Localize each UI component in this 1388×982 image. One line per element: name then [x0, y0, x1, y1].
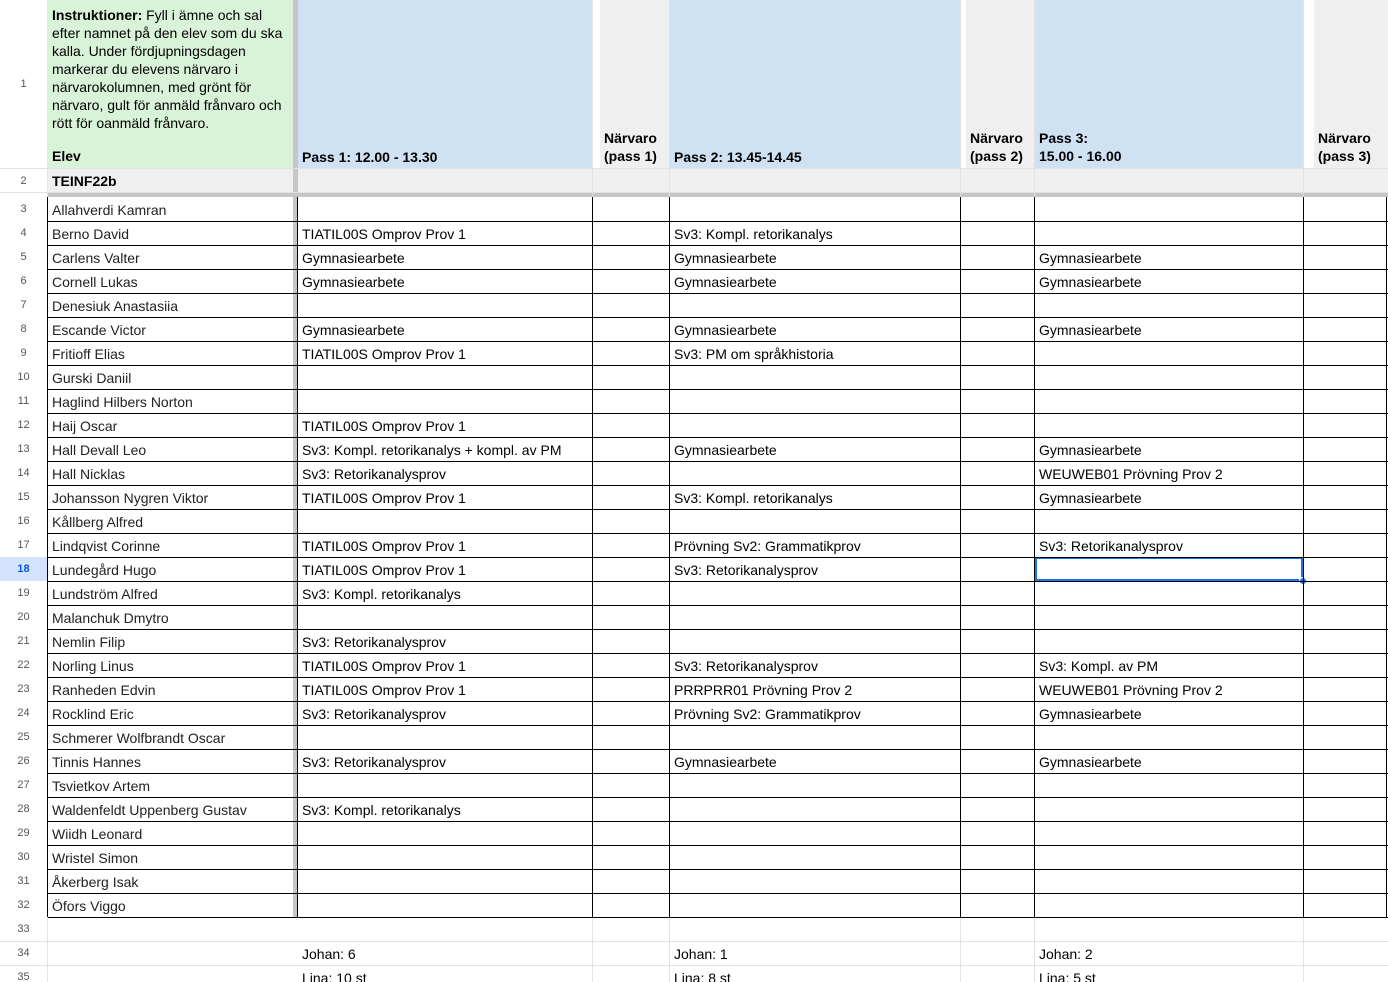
row-number[interactable]: 13	[17, 443, 30, 455]
summary-pass3-cell[interactable]: Lina: 5 st	[1039, 970, 1096, 982]
header-pass3-line2: 15.00 - 16.00	[1039, 148, 1122, 164]
pass2-cell[interactable]	[670, 197, 960, 221]
summary-pass1-cell[interactable]: Johan: 6	[302, 946, 356, 962]
row-number[interactable]: 30	[17, 851, 30, 863]
pass2-cell[interactable]: Gymnasiearbete	[674, 754, 777, 770]
pass1-cell[interactable]	[298, 725, 592, 749]
pass1-cell[interactable]: TIATIL00S Omprov Prov 1	[302, 418, 466, 434]
pass2-cell[interactable]	[670, 605, 960, 629]
pass2-cell[interactable]: Gymnasiearbete	[674, 322, 777, 338]
grid-row-line	[0, 192, 1388, 193]
pass3-cell[interactable]: WEUWEB01 Prövning Prov 2	[1039, 682, 1223, 698]
pass3-cell[interactable]	[1035, 581, 1303, 605]
header-narvaro2[interactable]	[966, 0, 1035, 168]
pass1-cell[interactable]: TIATIL00S Omprov Prov 1	[302, 562, 466, 578]
student-name-cell[interactable]: Hall Nicklas	[52, 466, 126, 482]
table-border-line	[1303, 197, 1304, 917]
pass1-cell[interactable]	[298, 821, 592, 845]
pass1-cell[interactable]	[298, 509, 592, 533]
column-header-elev: Elev	[52, 148, 81, 164]
pass3-cell[interactable]: Gymnasiearbete	[1039, 274, 1142, 290]
pass1-cell[interactable]	[298, 845, 592, 869]
pass3-cell[interactable]: Sv3: Kompl. av PM	[1039, 658, 1159, 674]
student-name-cell[interactable]: Hall Devall Leo	[52, 442, 147, 458]
header-pass3-line1: Pass 3:	[1039, 130, 1089, 146]
pass2-cell[interactable]	[670, 629, 960, 653]
pass3-cell[interactable]	[1035, 365, 1303, 389]
header-pass2[interactable]	[670, 0, 960, 168]
student-name-cell[interactable]: Waldenfeldt Uppenberg Gustav	[52, 802, 247, 818]
header-narvaro1[interactable]	[600, 0, 670, 168]
student-name-cell[interactable]: Gurski Daniil	[52, 370, 132, 386]
pass1-cell[interactable]: Gymnasiearbete	[302, 322, 405, 338]
pass1-cell[interactable]: TIATIL00S Omprov Prov 1	[302, 682, 466, 698]
student-name-cell[interactable]: Wiidh Leonard	[52, 826, 143, 842]
student-name-cell[interactable]: Haij Oscar	[52, 418, 118, 434]
pass2-cell[interactable]	[670, 461, 960, 485]
pass1-cell[interactable]	[298, 605, 592, 629]
student-name-cell[interactable]: Denesiuk Anastasiia	[52, 298, 179, 314]
row-number[interactable]: 11	[17, 395, 30, 407]
pass3-cell[interactable]	[1035, 389, 1303, 413]
pass2-cell[interactable]	[670, 797, 960, 821]
row-number[interactable]: 29	[17, 827, 30, 839]
student-name-cell[interactable]: Nemlin Filip	[52, 634, 126, 650]
header-narvaro3[interactable]	[1314, 0, 1388, 168]
pass2-cell[interactable]: Gymnasiearbete	[674, 442, 777, 458]
instructions-body: Fyll i ämne och sal efter namnet på den elev som du ska kalla. Under fördjupningsdagen markerar du elevens närvaro i närvarokolumnen, med grönt för närvaro, gult för anmäld frånvaro och rött för oanmäld frånvaro.	[52, 7, 283, 131]
row-number[interactable]: 17	[17, 539, 30, 551]
pass1-cell[interactable]: Gymnasiearbete	[302, 250, 405, 266]
pass1-cell[interactable]: Sv3: Kompl. retorikanalys	[302, 802, 461, 818]
summary-pass3-cell[interactable]: Johan: 2	[1039, 946, 1093, 962]
row-number[interactable]: 5	[20, 251, 27, 263]
pass1-cell[interactable]	[298, 773, 592, 797]
row-number[interactable]: 33	[17, 923, 30, 935]
student-name-cell[interactable]: Escande Victor	[52, 322, 146, 338]
header-narvaro3-text: Närvaro (pass 3)	[1318, 130, 1371, 164]
pass3-cell[interactable]	[1035, 845, 1303, 869]
pass1-cell[interactable]	[298, 365, 592, 389]
student-name-cell[interactable]: Cornell Lukas	[52, 274, 138, 290]
grid-row-line	[0, 168, 1388, 169]
pass2-cell[interactable]: PRRPRR01 Prövning Prov 2	[674, 682, 853, 698]
pass2-cell[interactable]	[670, 773, 960, 797]
pass2-cell[interactable]: Sv3: Retorikanalysprov	[674, 562, 818, 578]
pass2-cell[interactable]: Sv3: Retorikanalysprov	[674, 658, 818, 674]
row-number[interactable]: 35	[17, 971, 30, 982]
row-number[interactable]: 25	[17, 731, 30, 743]
pass3-cell[interactable]	[1035, 605, 1303, 629]
row-number[interactable]: 22	[17, 659, 30, 671]
row-number[interactable]: 16	[17, 515, 30, 527]
row-number[interactable]: 1	[20, 78, 27, 90]
header-narvaro1-text: Närvaro (pass 1)	[604, 130, 657, 164]
student-name-cell[interactable]: Carlens Valter	[52, 250, 140, 266]
pass3-cell[interactable]: Gymnasiearbete	[1039, 442, 1142, 458]
row-number[interactable]: 2	[20, 174, 27, 187]
instructions-label: Instruktioner:	[52, 7, 143, 23]
row-number[interactable]: 31	[17, 875, 30, 887]
header-pass2-text: Pass 2: 13.45-14.45	[674, 149, 802, 165]
student-name-cell[interactable]: Haglind Hilbers Norton	[52, 394, 193, 410]
pass1-cell[interactable]	[298, 893, 592, 917]
pass3-cell[interactable]	[1035, 413, 1303, 437]
pass1-cell[interactable]: Sv3: Retorikanalysprov	[302, 634, 446, 650]
row-number[interactable]: 12	[17, 419, 30, 431]
row-number[interactable]: 8	[20, 323, 27, 335]
pass2-cell[interactable]	[670, 725, 960, 749]
student-name-cell[interactable]: Tsvietkov Artem	[52, 778, 151, 794]
row-number[interactable]: 3	[20, 203, 27, 215]
pass3-cell[interactable]	[1035, 629, 1303, 653]
pass2-cell[interactable]: Sv3: Kompl. retorikanalys	[674, 226, 833, 242]
pass2-cell[interactable]	[670, 413, 960, 437]
student-name-cell[interactable]: Åkerberg Isak	[52, 874, 139, 890]
row-number[interactable]: 24	[17, 707, 30, 719]
pass3-cell[interactable]: Gymnasiearbete	[1039, 250, 1142, 266]
student-name-cell[interactable]: Fritioff Elias	[52, 346, 125, 362]
row-number[interactable]: 19	[17, 587, 30, 599]
grid-row-line	[48, 917, 1388, 918]
row-number[interactable]: 6	[20, 275, 27, 287]
pass1-cell[interactable]: TIATIL00S Omprov Prov 1	[302, 346, 466, 362]
pass3-cell[interactable]	[1035, 869, 1303, 893]
summary-pass2-cell[interactable]: Lina: 8 st	[674, 970, 731, 982]
pass2-cell[interactable]: Gymnasiearbete	[674, 274, 777, 290]
instructions-text	[52, 6, 289, 132]
table-border-line	[960, 197, 961, 917]
pass3-cell[interactable]	[1035, 293, 1303, 317]
student-name-cell[interactable]: Johansson Nygren Viktor	[52, 490, 209, 506]
pass1-cell[interactable]	[298, 293, 592, 317]
pass1-cell[interactable]: TIATIL00S Omprov Prov 1	[302, 658, 466, 674]
pass2-cell[interactable]	[670, 845, 960, 869]
row-number[interactable]: 26	[17, 755, 30, 767]
row-number[interactable]: 4	[20, 227, 27, 239]
summary-pass2-cell[interactable]: Johan: 1	[674, 946, 728, 962]
pass3-cell[interactable]	[1035, 221, 1303, 245]
pass2-cell[interactable]	[670, 389, 960, 413]
student-name-cell[interactable]: Lundegård Hugo	[52, 562, 157, 578]
pass1-cell[interactable]	[298, 389, 592, 413]
student-name-cell[interactable]: Lindqvist Corinne	[52, 538, 161, 554]
pass3-cell[interactable]	[1035, 893, 1303, 917]
student-name-cell[interactable]: Berno David	[52, 226, 130, 242]
student-name-cell[interactable]: Schmerer Wolfbrandt Oscar	[52, 730, 226, 746]
row-number[interactable]: 18	[0, 557, 47, 581]
pass1-cell[interactable]	[298, 869, 592, 893]
pass2-cell[interactable]: Prövning Sv2: Grammatikprov	[674, 706, 861, 722]
row-number[interactable]: 9	[20, 347, 27, 359]
student-name-cell[interactable]: Ranheden Edvin	[52, 682, 156, 698]
pass3-cell[interactable]: Gymnasiearbete	[1039, 754, 1142, 770]
student-name-cell[interactable]: Kållberg Alfred	[52, 514, 144, 530]
pass3-cell[interactable]: Gymnasiearbete	[1039, 490, 1142, 506]
pass2-cell[interactable]: Sv3: Kompl. retorikanalys	[674, 490, 833, 506]
pass1-cell[interactable]: Sv3: Retorikanalysprov	[302, 466, 446, 482]
student-name-cell[interactable]: Öfors Viggo	[52, 898, 126, 914]
class-name-text: TEINF22b	[52, 173, 117, 189]
pass3-cell[interactable]: WEUWEB01 Prövning Prov 2	[1039, 466, 1223, 482]
pass2-cell[interactable]: Sv3: PM om språkhistoria	[674, 346, 834, 362]
pass1-cell[interactable]: TIATIL00S Omprov Prov 1	[302, 490, 466, 506]
pass2-cell[interactable]	[670, 869, 960, 893]
pass1-cell[interactable]: Sv3: Retorikanalysprov	[302, 706, 446, 722]
pass2-cell[interactable]	[670, 581, 960, 605]
pass2-cell[interactable]	[670, 293, 960, 317]
row-number[interactable]: 20	[17, 611, 30, 623]
pass3-cell[interactable]	[1035, 341, 1303, 365]
pass3-cell[interactable]	[1035, 797, 1303, 821]
class-name-cell[interactable]	[48, 169, 293, 192]
row-number[interactable]: 7	[20, 299, 27, 311]
pass3-cell[interactable]	[1035, 557, 1303, 581]
table-border-line	[592, 197, 593, 917]
header-pass3[interactable]	[1035, 0, 1303, 168]
student-name-cell[interactable]: Malanchuk Dmytro	[52, 610, 169, 626]
student-name-cell[interactable]: Wristel Simon	[52, 850, 139, 866]
row-number[interactable]: 28	[17, 803, 30, 815]
pass2-cell[interactable]: Prövning Sv2: Grammatikprov	[674, 538, 861, 554]
pass1-cell[interactable]	[298, 197, 592, 221]
student-name-cell[interactable]: Norling Linus	[52, 658, 134, 674]
row-number[interactable]: 15	[17, 491, 30, 503]
student-name-cell[interactable]: Allahverdi Kamran	[52, 202, 167, 218]
pass1-cell[interactable]: Sv3: Kompl. retorikanalys + kompl. av PM	[302, 442, 562, 458]
pass2-cell[interactable]: Gymnasiearbete	[674, 250, 777, 266]
row-number[interactable]: 27	[17, 779, 30, 791]
student-name-cell[interactable]: Tinnis Hannes	[52, 754, 141, 770]
student-name-cell[interactable]: Rocklind Eric	[52, 706, 134, 722]
pass1-cell[interactable]: TIATIL00S Omprov Prov 1	[302, 226, 466, 242]
pass3-cell[interactable]	[1035, 725, 1303, 749]
row-number[interactable]: 14	[17, 467, 30, 479]
pass1-cell[interactable]: TIATIL00S Omprov Prov 1	[302, 538, 466, 554]
pass2-cell[interactable]	[670, 365, 960, 389]
table-border-line	[1386, 197, 1387, 917]
row-number[interactable]: 34	[17, 947, 30, 959]
pass1-cell[interactable]: Sv3: Kompl. retorikanalys	[302, 586, 461, 602]
pass3-cell[interactable]: Gymnasiearbete	[1039, 322, 1142, 338]
header-pass1-text: Pass 1: 12.00 - 13.30	[302, 149, 438, 165]
student-name-cell[interactable]: Lundström Alfred	[52, 586, 158, 602]
row-number[interactable]: 32	[17, 899, 30, 911]
pass1-cell[interactable]: Gymnasiearbete	[302, 274, 405, 290]
row-number[interactable]: 23	[17, 683, 30, 695]
header-pass1[interactable]	[298, 0, 592, 168]
pass3-cell[interactable]	[1035, 509, 1303, 533]
pass3-cell[interactable]	[1035, 197, 1303, 221]
pass3-cell[interactable]	[1035, 773, 1303, 797]
pass2-cell[interactable]	[670, 893, 960, 917]
pass2-cell[interactable]	[670, 509, 960, 533]
pass3-cell[interactable]: Gymnasiearbete	[1039, 706, 1142, 722]
instructions-cell[interactable]	[48, 0, 293, 168]
row-number[interactable]: 21	[17, 635, 30, 647]
summary-pass1-cell[interactable]: Lina: 10 st	[302, 970, 367, 982]
header-narvaro2-text: Närvaro (pass 2)	[970, 130, 1023, 164]
pass1-cell[interactable]: Sv3: Retorikanalysprov	[302, 754, 446, 770]
pass2-cell[interactable]	[670, 821, 960, 845]
row-number[interactable]: 10	[17, 371, 30, 383]
pass3-cell[interactable]: Sv3: Retorikanalysprov	[1039, 538, 1183, 554]
pass3-cell[interactable]	[1035, 821, 1303, 845]
